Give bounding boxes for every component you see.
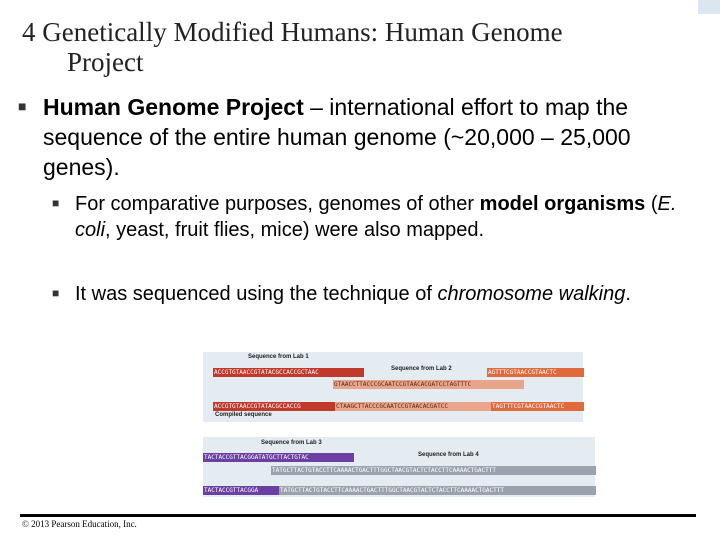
sub1-italic: E. coli <box>75 193 677 241</box>
sequence-figure-bottom <box>203 437 595 497</box>
sub1-text-b: ( <box>645 193 658 215</box>
square-bullet-icon: ■ <box>18 98 27 114</box>
lab3-label: Sequence from Lab 3 <box>261 440 322 446</box>
sub2-text-b: . <box>625 283 631 305</box>
sub1-bold: model organisms <box>479 193 646 215</box>
copyright-footer: © 2013 Pearson Education, Inc. <box>22 519 137 529</box>
sub1-text-c: , yeast, fruit flies, mice) were also mapped. <box>105 219 485 241</box>
lab4-label: Sequence from Lab 4 <box>418 452 479 458</box>
sub2-italic: chromosome walking <box>437 283 626 305</box>
sub1-text-a: For comparative purposes, genomes of other <box>75 193 480 215</box>
corner-accent <box>698 0 720 14</box>
compiled-bottom-part-a: TACTACCGTTACGGA <box>203 486 280 495</box>
lab1-label: Sequence from Lab 1 <box>248 354 309 360</box>
bullet-text: – international effort to map the sequence of the entire human genome (~20,000 – 25,000 genes). <box>43 94 631 180</box>
bullet-bold-term: Human Genome Project <box>43 94 304 120</box>
lab2-right-sequence: AGTTTCGTAACCGTAACTC <box>487 368 584 377</box>
footer-rule <box>20 514 696 517</box>
title-line-1: 4 Genetically Modified Humans: Human Genome <box>22 17 563 47</box>
main-bullet <box>18 92 698 182</box>
compiled-seq-part-b: CTAAGCTTACCCGCAATCCGTAACACGATCC <box>335 402 492 411</box>
lab2-sequence: GTAACCTTACCCGCAATCCGTAACACGATCCTAGTTTC <box>333 380 524 389</box>
sub2-text-a: It was sequenced using the technique of <box>75 283 438 305</box>
compiled-seq-part-a: ACCGTGTAACCGTATACGCCACCG <box>213 402 336 411</box>
sub-bullet-chromosome-walking <box>52 281 702 307</box>
slide-title <box>22 17 682 77</box>
compiled-bottom-part-b: TATGCTTACTGTACCTTCAAAACTGACTTTGGCTAACGTACTCTACCTTCAAAACTGACTTT <box>279 486 596 495</box>
square-bullet-icon: ■ <box>52 286 60 300</box>
lab4-sequence: TATGCTTACTGTACCTTCAAAACTGACTTTGGCTAACGTACTCTACCTTCAAAACTGACTTT <box>271 466 596 475</box>
square-bullet-icon: ■ <box>52 196 60 210</box>
compiled-label: Compiled sequence <box>215 412 272 418</box>
sub-bullet-model-organisms <box>52 191 702 243</box>
lab3-sequence: TACTACCGTTACGGATATGCTTACTGTAC <box>203 453 354 462</box>
compiled-seq-part-c: TAGTTTCGTAACCGTAACTC <box>491 402 584 411</box>
lab1-sequence: ACCGTGTAACCGTATACGCCACCGCTAAC <box>213 368 364 377</box>
title-line-2: Project <box>67 47 144 77</box>
lab2-label: Sequence from Lab 2 <box>391 366 452 372</box>
sequence-figure-top <box>203 352 583 422</box>
